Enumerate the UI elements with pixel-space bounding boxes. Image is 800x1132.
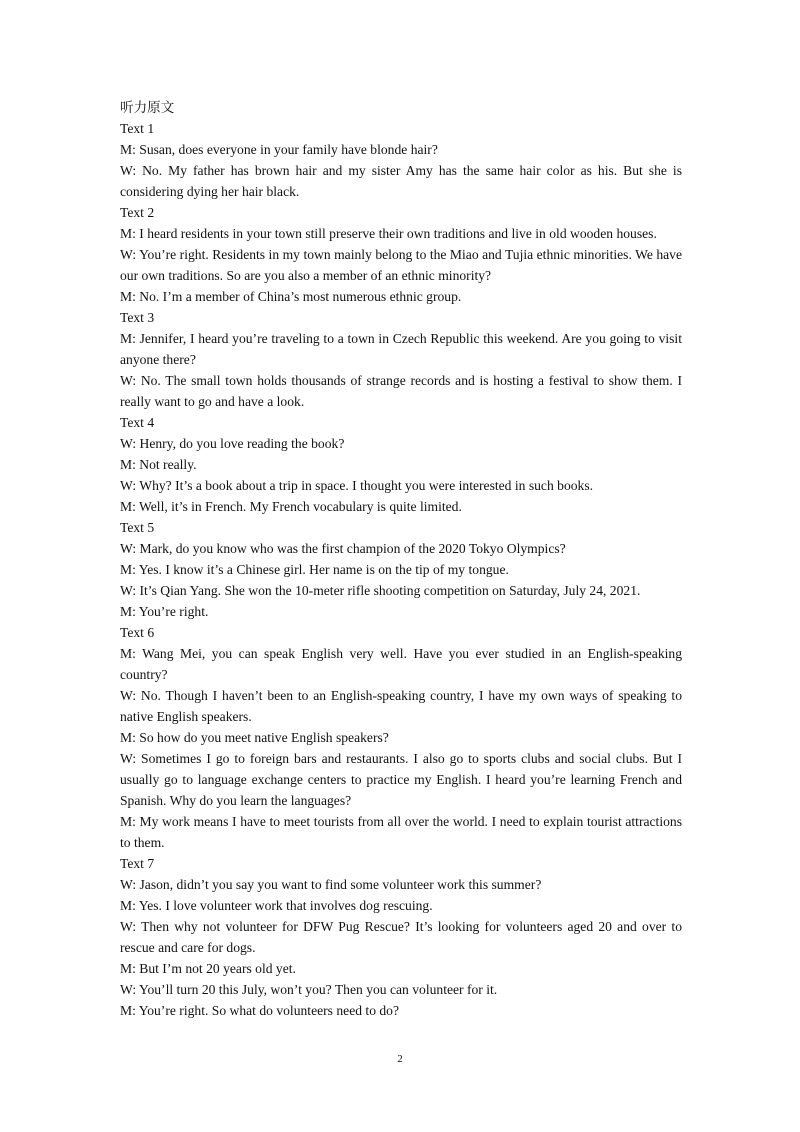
dialogue-line: M: Susan, does everyone in your family have blonde hair? <box>120 142 438 157</box>
document-title: 听力原文 <box>120 100 175 115</box>
dialogue-line: W: Sometimes I go to foreign bars and restaurants. I also go to sports clubs and social clubs. But I usually go to language exchange centers to practice my English. I heard you’re learning French and Spanish. Why do you learn the languages? <box>120 751 682 808</box>
dialogue-line: W: You’ll turn 20 this July, won’t you? Then you can volunteer for it. <box>120 982 498 997</box>
dialogue-line: W: It’s Qian Yang. She won the 10-meter rifle shooting competition on Saturday, July 24, 2021. <box>120 583 641 598</box>
dialogue-line: M: You’re right. So what do volunteers need to do? <box>120 1003 400 1018</box>
dialogue-line: W: Henry, do you love reading the book? <box>120 436 345 451</box>
dialogue-line: M: Jennifer, I heard you’re traveling to a town in Czech Republic this weekend. Are you going to visit anyone there? <box>120 331 682 367</box>
page-number: 2 <box>397 1053 403 1065</box>
dialogue-line: M: My work means I have to meet tourists from all over the world. I need to explain tourist attractions to them. <box>120 814 682 850</box>
dialogue-line: M: Wang Mei, you can speak English very well. Have you ever studied in an English-speaking country? <box>120 646 682 682</box>
section-heading: Text 7 <box>120 856 155 871</box>
dialogue-line: M: No. I’m a member of China’s most numerous ethnic group. <box>120 289 462 304</box>
section-heading: Text 2 <box>120 205 155 220</box>
dialogue-line: M: Yes. I know it’s a Chinese girl. Her name is on the tip of my tongue. <box>120 562 509 577</box>
section-heading: Text 5 <box>120 520 155 535</box>
dialogue-line: M: Not really. <box>120 457 197 472</box>
dialogue-line: M: Yes. I love volunteer work that involves dog rescuing. <box>120 898 433 913</box>
dialogue-line: W: No. The small town holds thousands of strange records and is hosting a festival to show them. I really want to go and have a look. <box>120 373 682 409</box>
dialogue-line: W: Mark, do you know who was the first champion of the 2020 Tokyo Olympics? <box>120 541 566 556</box>
dialogue-line: W: Jason, didn’t you say you want to find some volunteer work this summer? <box>120 877 542 892</box>
transcript-content <box>120 97 682 1021</box>
dialogue-line: W: Why? It’s a book about a trip in space. I thought you were interested in such books. <box>120 478 594 493</box>
section-heading: Text 6 <box>120 625 155 640</box>
dialogue-line: W: No. My father has brown hair and my sister Amy has the same hair color as his. But she is considering dying her hair black. <box>120 163 682 199</box>
dialogue-line: M: You’re right. <box>120 604 209 619</box>
dialogue-line: M: So how do you meet native English speakers? <box>120 730 389 745</box>
dialogue-line: M: I heard residents in your town still preserve their own traditions and live in old wooden houses. <box>120 226 657 241</box>
dialogue-line: W: You’re right. Residents in my town mainly belong to the Miao and Tujia ethnic minorities. We have our own traditions. So are you also a member of an ethnic minority? <box>120 247 682 283</box>
section-heading: Text 1 <box>120 121 155 136</box>
section-heading: Text 4 <box>120 415 155 430</box>
dialogue-line: M: But I’m not 20 years old yet. <box>120 961 296 976</box>
section-heading: Text 3 <box>120 310 155 325</box>
dialogue-line: W: Then why not volunteer for DFW Pug Rescue? It’s looking for volunteers aged 20 and over to rescue and care for dogs. <box>120 919 682 955</box>
dialogue-line: W: No. Though I haven’t been to an English-speaking country, I have my own ways of speaking to native English speakers. <box>120 688 682 724</box>
dialogue-line: M: Well, it’s in French. My French vocabulary is quite limited. <box>120 499 462 514</box>
